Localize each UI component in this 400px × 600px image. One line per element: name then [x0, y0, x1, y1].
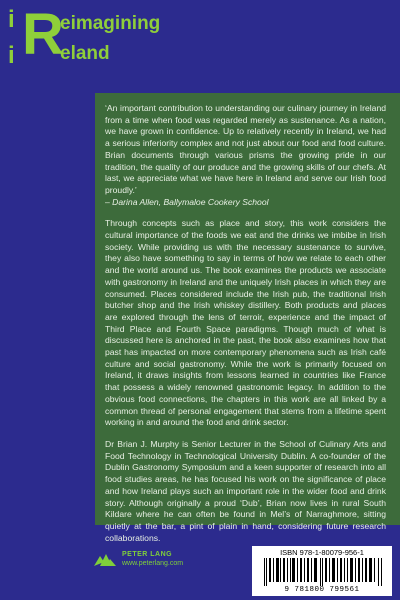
barcode-number: 9 781800 799561: [284, 586, 360, 594]
barcode: [252, 546, 392, 596]
attribution-name: Darina Allen, Ballymaloe Cookery School: [112, 196, 269, 207]
logo-line1: eimagining: [60, 13, 161, 34]
blurb-text: [105, 103, 386, 554]
barcode-bars: [264, 558, 382, 586]
logo-i-top: i: [8, 6, 15, 33]
author-bio: Dr Brian J. Murphy is Senior Lecturer in the School of Culinary Arts and Food Technology in Technological University Dublin. A co-founder of the Dublin Gastronomy Symposium and a keen supporter of research into all food studies areas, he has focused his work on the significance of place and how Ireland plays such an important role in the wider food and drink story. Although originally a proud ‘Dub’, Brian now lives in rural South Kildare where he can often be found in Mel’s of Narraghmore, sitting quietly at the bar, a pint of plain in hand, considering future research collaborations.: [105, 438, 386, 543]
quote: ‘An important contribution to understanding our culinary journey in Ireland from a time when food was regarded merely as sustenance. As a nation, we have grown in confidence. Up to relatively recently in Ireland, we had a serious inferiority complex and not just about our food and food culture. Brian documents through various prisms the growing pride in our tradition, the quality of our produce and the growing skills of our chefs. At last, we appreciate what we have here in Ireland and serve our Irish food proudly.’: [105, 103, 386, 195]
publisher-url[interactable]: www.peterlang.com: [122, 560, 184, 567]
logo-i-bottom: i: [8, 42, 15, 69]
publisher-block: [92, 548, 232, 572]
attribution-dash: –: [105, 196, 110, 207]
isbn-label: ISBN 978-1-80079-956-1: [280, 548, 364, 557]
quote-attribution: [105, 197, 386, 209]
logo-r: R: [22, 2, 62, 67]
series-logo: [8, 4, 178, 74]
peter-lang-logo-icon: [92, 548, 118, 568]
description-paragraph: Through concepts such as place and story, this work considers the cultural importance of the foods we eat and the drinks we imbibe in Irish society. While providing us with the necessary sustenance to survive, they also have something to say in terms of how we relate to each other and the world around us. The book examines the products we associate with gastronomy in Ireland and the uniquely Irish places in which they are consumed. Places considered include the Irish pub, the traditional Irish butcher shop and the Irish whiskey distillery. Both products and places are explored through the lens of terroir, experience and the impact of Third Place and Fourth Space paradigms. Though much of what is discussed here is anchored in the past, the book also examines how that past has impacted on more contemporary phenomena such as Irish café culture and social gastronomy. While the work is primarily focused on Ireland, it draws insights from lessons learned in countries like France that possess a widely renowned gastronomic legacy. In addition to the obvious food connections, the chapters in this work are all linked by a common thread of personal engagement that stems from a lifetime spent working in and around the food and drink sector.: [105, 218, 386, 428]
publisher-name: PETER LANG: [122, 551, 173, 558]
logo-line2: eland: [60, 43, 110, 64]
